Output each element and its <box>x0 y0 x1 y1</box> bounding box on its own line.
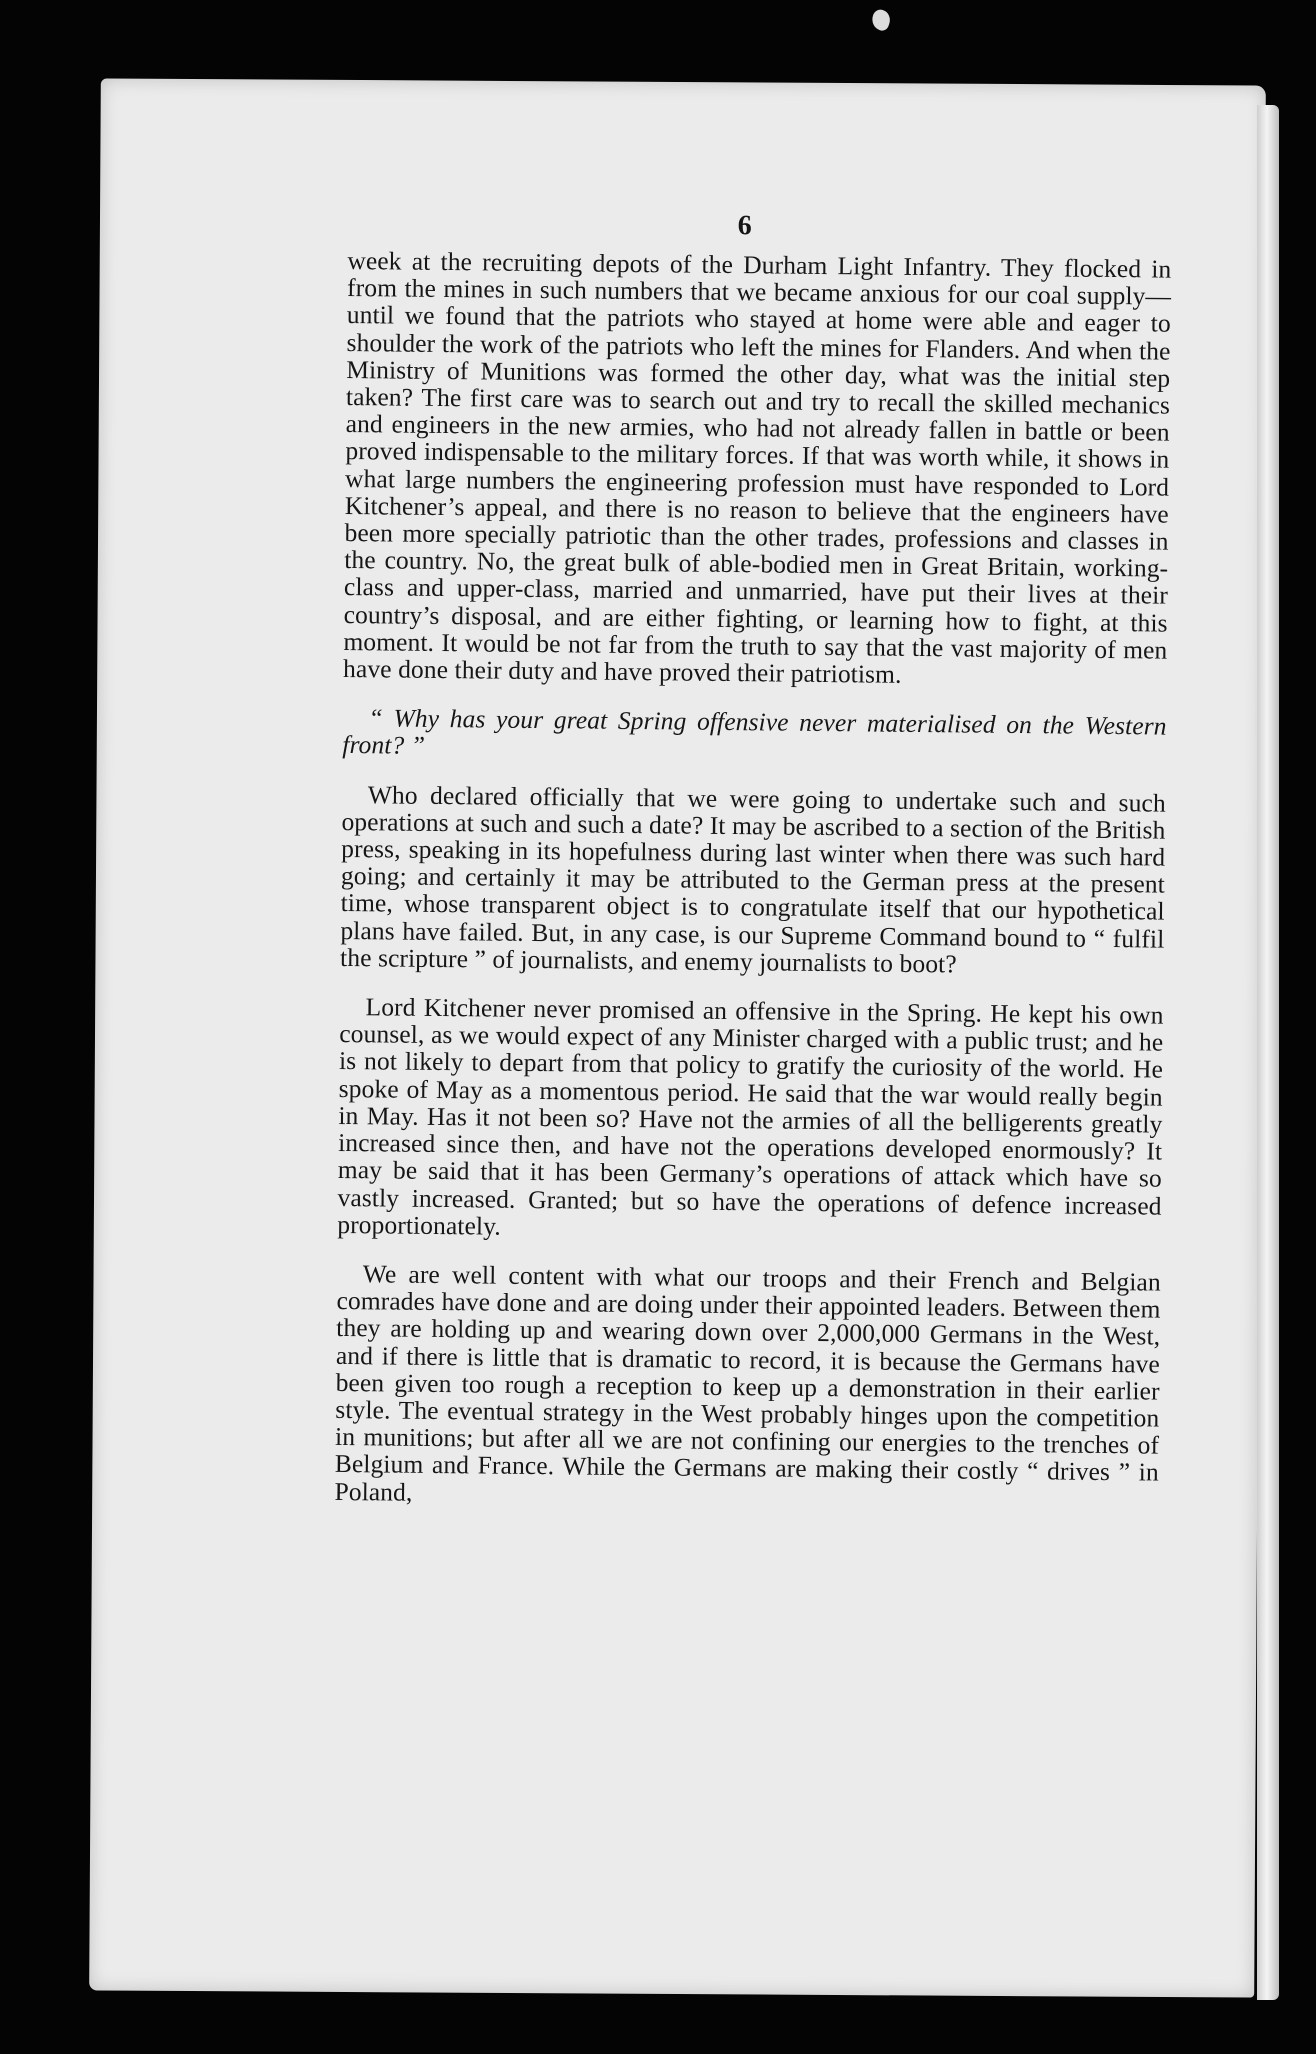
quoted-question: “ Why has your great Spring offensive never materialised on the Western front? ” <box>342 703 1167 761</box>
page-edge-shadow <box>1257 105 1279 2000</box>
dust-speck <box>869 8 892 33</box>
paragraph-declared-officially: Who declared officially that we were going to undertake such and such operations at such and such a date? It may be ascribed to a section of the British press, speaking in its hopefulness during last winter when there was such hard going; and certainly it may be attributed to the German press at the present time, whose transparent object is to congratulate itself that our hypothetical plans have failed. But, in any case, is our Supreme Command bound to “ fulfil the scripture ” of journalists, and enemy journalists to boot? <box>339 779 1166 979</box>
paragraph-kitchener-spring: Lord Kitchener never promised an offensive in the Spring. He kept his own counsel, as we would expect of any Minister charged with a public trust; and he is not likely to depart from that policy to gratify the curiosity of the world. He spoke of May as a momentous period. He said that the war would really begin in May. Has it not been so? Have not the armies of all the belligerents greatly increased since then, and have not the operations developed enormously? It may be said that it has been Germany’s operations of attack which have so vastly increased. Granted; but so have the operations of defence increased proportionately. <box>337 992 1164 1241</box>
page-number: 6 <box>737 210 753 242</box>
page-text <box>334 205 1172 1535</box>
paragraph-recruiting: week at the recruiting depots of the Durham Light Infantry. They flocked in from the mines in such numbers that we became anxious for our coal supply—until we found that the patriots who stayed at home were able and eager to shoulder the work of the patriots who left the mines for Flanders. And when the Ministry of Munitions was formed the other day, what was the initial step taken? The first care was to search out and try to recall the skilled mechanics and engineers in the new armies, who had not already fallen in battle or been proved indispensable to the military forces. If that was worth while, it shows in what large numbers the engineering profession must have responded to Lord Kitchener’s appeal, and there is no reason to believe that the engineers have been more specially patriotic than the other trades, professions and classes in the country. No, the great bulk of able-bodied men in Great Britain, working-class and upper-class, married and unmarried, have put their lives at their country’s disposal, and are either fighting, or learning how to fight, at this moment. It would be not far from the truth to say that the vast majority of men have done their duty and have proved their patriotism. <box>342 245 1172 689</box>
paragraph-troops-content: We are well content with what our troops and their French and Belgian comrades have done and are doing under their appointed leaders. Between them they are holding up and wearing down over 2,000,000 Germans in the West, and if there is little that is dramatic to record, it is because the Germans have been given too rough a reception to keep up a demonstration in their earlier style. The eventual strategy in the West probably hinges upon the competition in munitions; but after all we are not confining our energies to the trenches of Belgium and France. While the Germans are making their costly “ drives ” in Poland, <box>334 1259 1161 1507</box>
